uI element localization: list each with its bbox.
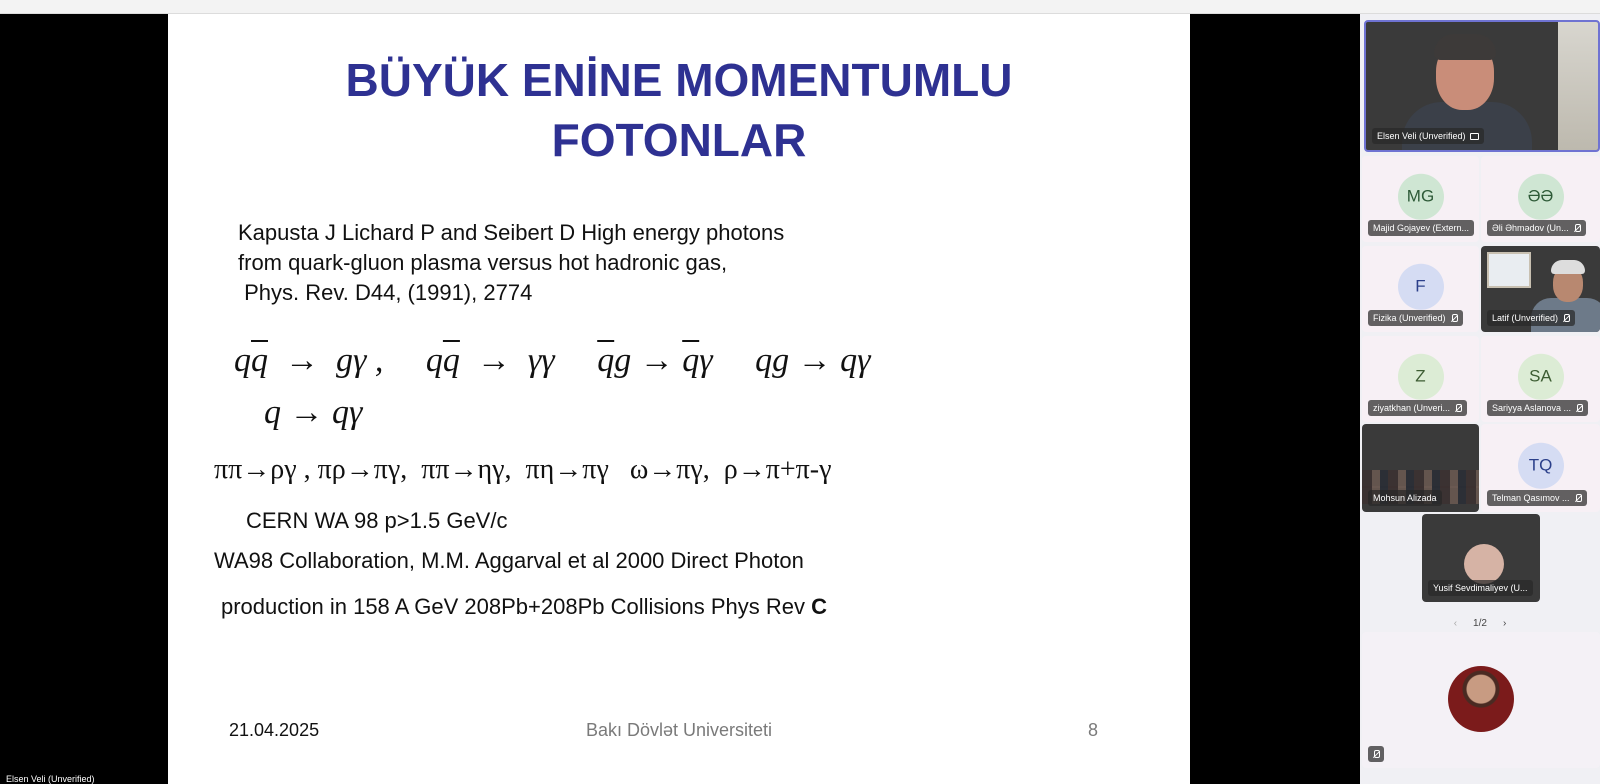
production-line-bold: C	[811, 594, 827, 619]
participant-tile-tq[interactable]	[1481, 424, 1600, 512]
participant-name: Mohsun Alizada	[1373, 493, 1437, 503]
participant-name: ziyatkhan (Unveri...	[1373, 403, 1451, 413]
participant-tile-sa[interactable]	[1481, 336, 1600, 422]
pager-prev-button[interactable]: ‹	[1453, 618, 1458, 629]
participant-name: Telman Qasımov ...	[1492, 493, 1570, 503]
presenter-name-label: Elsen Veli (Unverified)	[6, 774, 95, 784]
participant-tile-yusif[interactable]	[1422, 514, 1540, 602]
participant-name: Yusif Sevdimaliyev (U...	[1433, 583, 1528, 593]
participant-pager	[1360, 618, 1600, 629]
participant-name: Sariyya Aslanova ...	[1492, 403, 1572, 413]
background-wall	[1558, 22, 1598, 150]
mic-off-icon	[1574, 494, 1582, 503]
person-hair	[1551, 260, 1585, 274]
mic-off-icon	[1575, 404, 1583, 413]
participant-name-tag	[1368, 220, 1474, 236]
participant-name-tag	[1368, 310, 1463, 326]
participant-name-tag	[1487, 220, 1586, 236]
participant-name: Latif (Unverified)	[1492, 313, 1559, 323]
production-line	[221, 594, 827, 620]
slide-footer-org: Bakı Dövlət Universiteti	[585, 720, 773, 740]
hadron-reactions: ππ→ργ , πρ→πγ, ππ→ηγ, πη→πγ ω→πγ, ρ→π+π-γ	[214, 454, 832, 485]
participant-name: Əli Əhmədov (Un...	[1492, 223, 1569, 233]
participant-tile-fizika[interactable]	[1362, 246, 1479, 332]
participant-name: Elsen Veli (Unverified)	[1377, 131, 1466, 141]
slide-footer-date: 21.04.2025	[229, 720, 320, 740]
participant-name-tag	[1372, 128, 1484, 144]
background-window	[1487, 252, 1531, 288]
reference-line: Kapusta J Lichard P and Seibert D High energy photons	[238, 220, 785, 245]
person-hair	[1434, 34, 1496, 60]
avatar: TQ	[1518, 443, 1564, 489]
slide-title	[168, 50, 1190, 170]
window-top-bar	[0, 0, 1600, 14]
reference-line: from quark-gluon plasma versus hot hadronic gas,	[238, 250, 728, 275]
participant-tile-ee[interactable]	[1481, 156, 1600, 242]
cern-note: CERN WA 98 p>1.5 GeV/c	[246, 508, 508, 533]
mic-off-icon	[1562, 314, 1570, 323]
participants-panel	[1360, 14, 1600, 784]
pager-next-button[interactable]: ›	[1502, 618, 1507, 629]
participant-name: Fizika (Unverified)	[1373, 313, 1446, 323]
participant-name-tag	[1487, 310, 1575, 326]
reference-block	[238, 218, 1038, 308]
screen-share-icon	[1470, 133, 1479, 140]
quark-bremsstrahlung-equation: q → qγ	[264, 394, 363, 431]
mic-off-icon	[1372, 750, 1380, 759]
participant-name-tag	[1368, 400, 1467, 416]
mic-off-icon	[1450, 314, 1458, 323]
self-view-tile[interactable]	[1362, 632, 1600, 768]
mic-off-icon	[1573, 224, 1581, 233]
collaboration-line: WA98 Collaboration, M.M. Aggarval et al 2000 Direct Photon	[214, 548, 804, 573]
reference-line: Phys. Rev. D44, (1991), 2774	[238, 280, 533, 305]
quark-reaction-equations: $q\overline{q} \to g\gamma$ , $q\overline{q} \to \gamma\gamma$ $\overline{q}g \to \overline{q}\gamma$ qg → qγ	[234, 342, 871, 379]
slide-title-line1: BÜYÜK ENİNE MOMENTUMLU	[345, 54, 1013, 106]
avatar: ƏƏ	[1518, 174, 1564, 220]
presentation-slide	[168, 14, 1190, 784]
participant-tile-mg[interactable]	[1362, 156, 1479, 242]
avatar: F	[1398, 264, 1444, 310]
participant-tile-ziyatkhan[interactable]	[1362, 336, 1479, 422]
mic-off-icon	[1454, 404, 1462, 413]
self-mic-indicator	[1368, 746, 1384, 762]
shared-screen	[0, 14, 1360, 784]
participant-name-tag	[1428, 580, 1533, 596]
participant-tile-mohsun[interactable]	[1362, 424, 1479, 512]
avatar: SA	[1518, 354, 1564, 400]
person-face	[1464, 544, 1504, 584]
participant-name-tag	[1487, 490, 1587, 506]
self-avatar	[1448, 666, 1514, 732]
participant-name-tag	[1487, 400, 1588, 416]
participant-tile-latif[interactable]	[1481, 246, 1600, 332]
participant-name: Majid Gojayev (Extern...	[1373, 223, 1470, 233]
slide-page-number: 8	[1088, 720, 1099, 740]
avatar: Z	[1398, 354, 1444, 400]
participant-name-tag	[1368, 490, 1442, 506]
slide-title-line2: FOTONLAR	[551, 114, 807, 166]
pager-text: 1/2	[1473, 618, 1487, 629]
participant-tile-active-speaker[interactable]	[1364, 20, 1600, 152]
avatar: MG	[1398, 174, 1444, 220]
production-line-text: production in 158 A GeV 208Pb+208Pb Collisions Phys Rev	[221, 594, 812, 619]
